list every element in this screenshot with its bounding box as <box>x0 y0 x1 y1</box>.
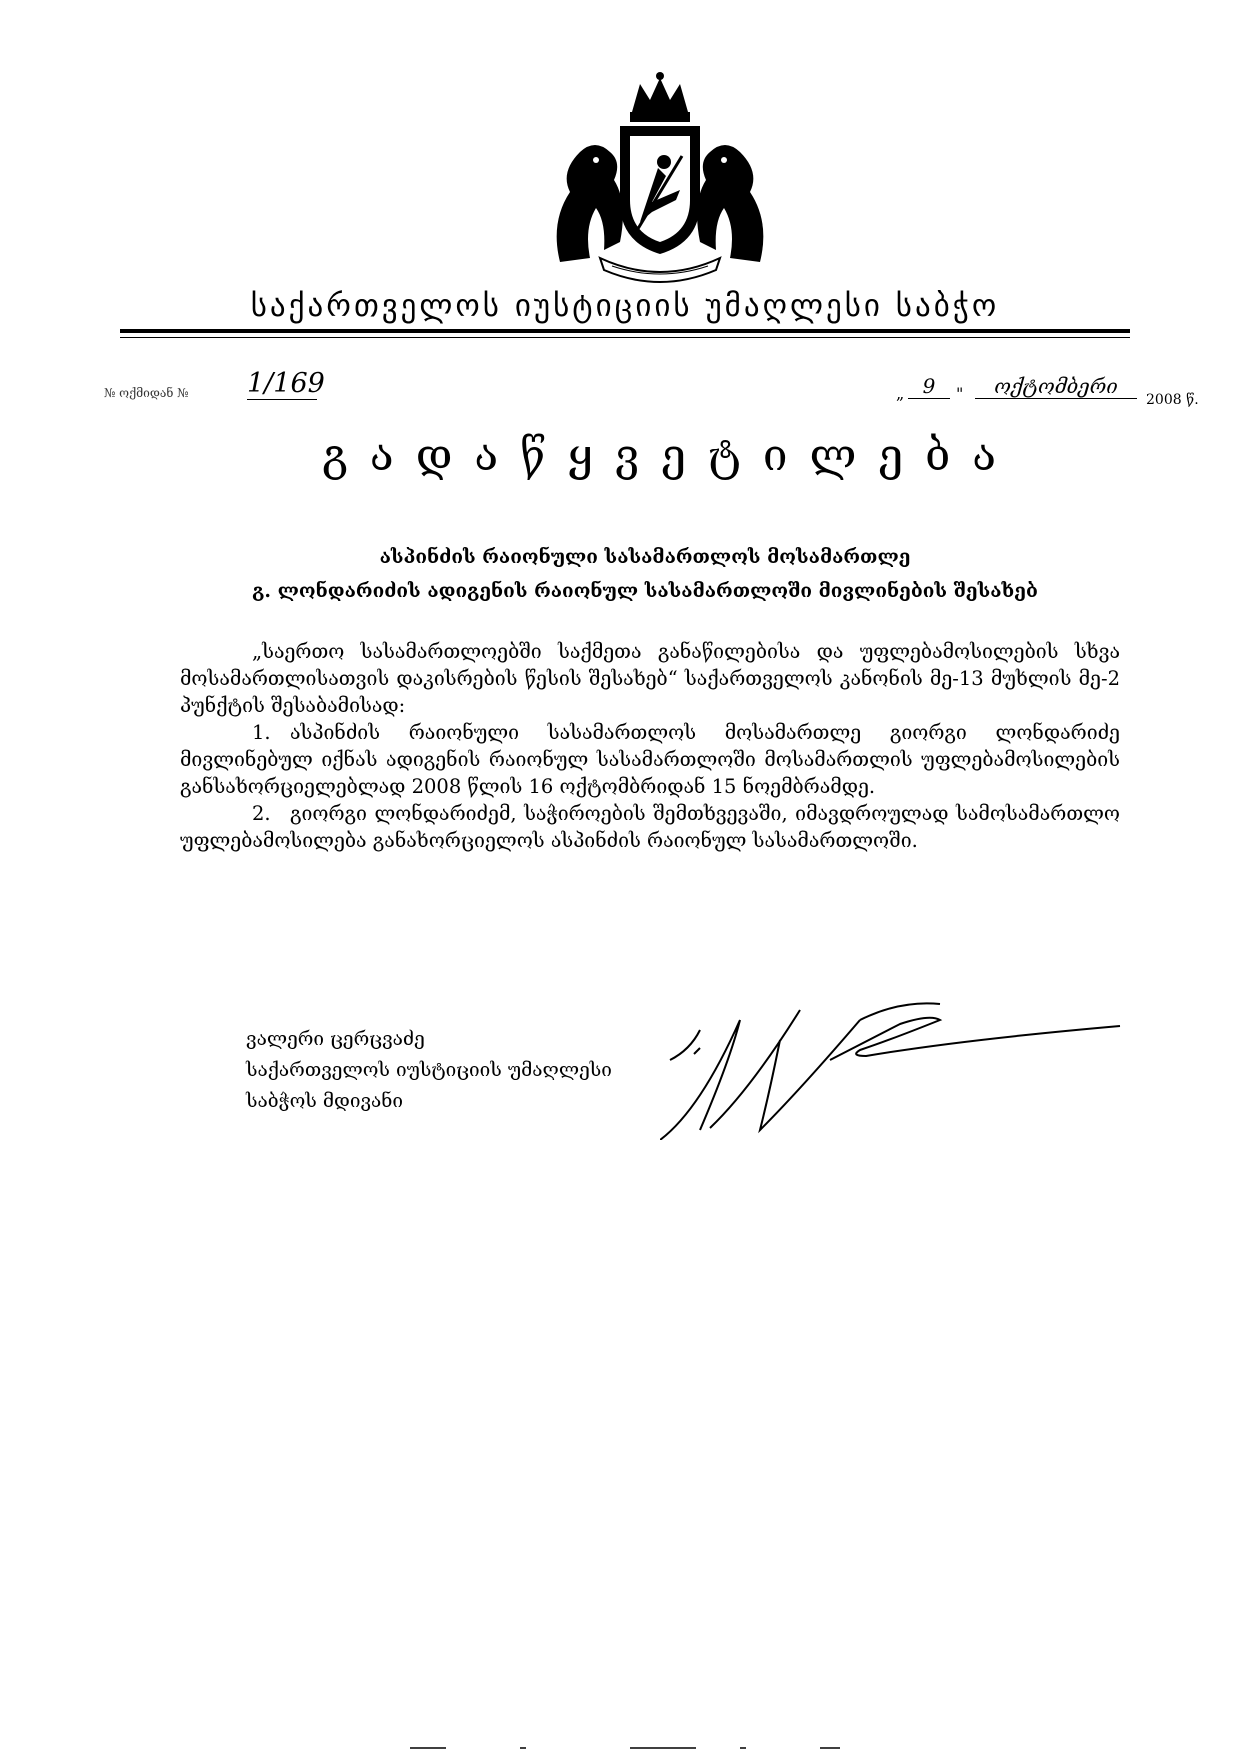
organization-name: საქართველოს იუსტიციის უმაღლესი საბჭო <box>250 288 1000 324</box>
item-text: ასპინძის რაიონული სასამართლოს მოსამართლე გიორგი ლონდარიძე მივლინებულ იქნას ადიგენის რაიონულ სასამართლოში მოსამართლის უფლებამოსილების განსახორციელებლად 2008 წლის 16 ოქტომბრიდან 15 ნოემბრამდე. <box>180 721 1120 798</box>
decree-number: 1/169 <box>247 368 325 399</box>
item-number: 1. <box>252 721 271 744</box>
signatory-position-line-2: საბჭოს მდივანი <box>246 1090 404 1112</box>
decree-body <box>180 638 1120 854</box>
date-quote-close: " <box>956 384 964 403</box>
subject-line-1: ასპინძის რაიონული სასამართლოს მოსამართლე <box>379 546 911 568</box>
coat-of-arms-emblem <box>540 72 780 284</box>
body-item <box>180 719 1120 800</box>
decree-subject <box>160 540 1130 608</box>
scan-artifacts <box>400 1740 960 1755</box>
body-intro: „საერთო სასამართლოებში საქმეთა განაწილებისა და უფლებამოსილების სხვა მოსამართლისათვის დაკისრების წესის შესახებ“ საქართველოს კანონის მე-13 მუხლის მე-2 პუნქტის შესაბამისად: <box>180 640 1120 717</box>
subject-line-2: გ. ლონდარიძის ადიგენის რაიონულ სასამართლოში მივლინების შესახებ <box>252 580 1038 602</box>
signatory-block <box>246 1024 612 1117</box>
header-rule-thick <box>120 329 1130 333</box>
document-title: გადაწყვეტილება <box>321 430 1018 481</box>
date-day: 9 <box>908 374 950 399</box>
item-number: 2. <box>252 802 271 825</box>
decree-number-label: № ოქმიდან № <box>104 386 189 400</box>
item-text: გიორგი ლონდარიძემ, საჭიროების შემთხვევაში, იმავდროულად სამოსამართლო უფლებამოსილება განახორციელოს ასპინძის რაიონულ სასამართლოში. <box>180 802 1120 852</box>
header-rule-thin <box>120 337 1130 338</box>
signatory-name: ვალერი ცერცვაძე <box>246 1028 425 1050</box>
handwritten-signature <box>660 1000 1180 1140</box>
date-quote-open: „ <box>896 384 905 403</box>
date-year: 2008 წ. <box>1146 392 1199 408</box>
body-item <box>180 800 1120 854</box>
date-month: ოქტომბერი <box>975 374 1137 399</box>
crown-icon <box>630 72 690 122</box>
signatory-position-line-1: საქართველოს იუსტიციის უმაღლესი <box>246 1059 612 1081</box>
